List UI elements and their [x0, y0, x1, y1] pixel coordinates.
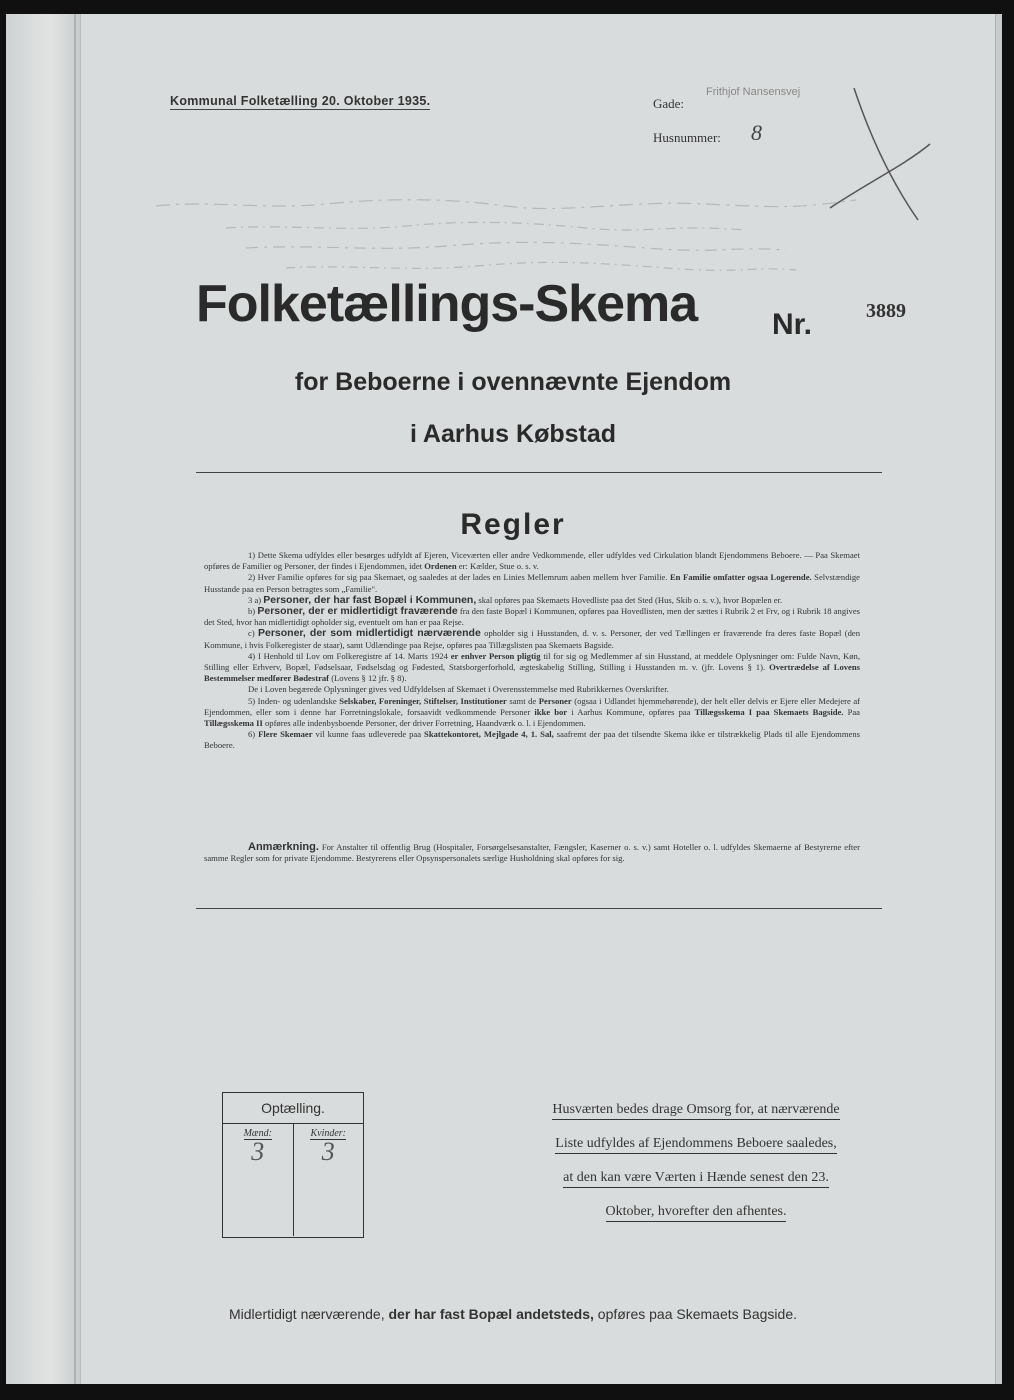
form-title: Folketællings-Skema	[196, 275, 698, 333]
divider-top	[196, 472, 882, 473]
note-line-4: Oktober, hvorefter den afhentes.	[606, 1204, 787, 1222]
optaelling-box	[222, 1092, 364, 1238]
page-edge	[995, 14, 1002, 1384]
rule-3a: 3 a) Personer, der har fast Bopæl i Kommunen, skal opføres paa Skemaets Hovedliste paa det Sted (Hus, Skib o. s. v.), hvor Bopælen er.	[248, 593, 783, 606]
kvinder-label: Kvinder:	[310, 1128, 347, 1139]
census-header: Kommunal Folketælling 20. Oktober 1935.	[170, 94, 431, 108]
footer-note: Midlertidigt nærværende, der har fast Bopæl andetsteds, opføres paa Skemaets Bagside.	[228, 1306, 797, 1322]
husnummer-value: 8	[751, 120, 762, 145]
note-line-3: at den kan være Værten i Hænde senest den 23.	[563, 1170, 829, 1188]
husnummer-label: Husnummer:	[653, 130, 721, 145]
rule-2: 2) Hver Familie opføres for sig paa Skemaet, og saaledes at der lades en Linies Mellemrum aaben mellem hver Familie. En Familie omfatter ogsaa Logerende. Selvstændige Husstande paa en Person betragtes som „Familie".	[204, 572, 860, 594]
rule-4-note: De i Loven begærede Oplysninger gives ved Udfyldelsen af Skemaet i Overensstemmelse med Rubrikkernes Overskrifter.	[248, 684, 669, 695]
husvaert-note	[526, 1096, 866, 1232]
optaelling-title: Optælling.	[223, 1093, 363, 1124]
anmaerkning-label: Anmærkning.	[248, 841, 319, 853]
maend-value: 3	[251, 1137, 265, 1166]
rules-text	[204, 550, 860, 752]
kvinder-column	[293, 1124, 364, 1236]
rule-3b: b) Personer, der er midlertidigt fraværende fra den faste Bopæl i Kommunen, opføres paa Hovedlisten, men der sættes i Rubrik 2 et Frv, og i Rubrik 18 angives det Sted, hvor han midlertidigt opholder sig, eventuelt om han er paa Rejse.	[204, 605, 860, 628]
form-subtitle: for Beboerne i ovennævnte Ejendom	[294, 368, 732, 396]
form-nr-label: Nr.	[772, 308, 813, 341]
note-line-1: Husværten bedes drage Omsorg for, at nærværende	[552, 1102, 839, 1120]
rule-6: 6) Flere Skemaer vil kunne faas udleverede paa Skattekontoret, Mejlgade 4, 1. Sal, saafremt der paa det tilsendte Skema ikke er tilstrækkelig Plads til alle Ejendommens Beboere.	[204, 729, 861, 751]
divider-bottom	[196, 908, 882, 909]
anmaerkning	[204, 842, 860, 864]
census-form-page	[6, 14, 1002, 1384]
gade-label: Gade:	[653, 96, 685, 111]
rule-5: 5) Inden- og udenlandske Selskaber, Foreninger, Stiftelser, Institutioner samt de Personer (ogsaa i Udlandet hjemmehørende), der helt eller delvis er Ejere eller Medejere af Ejendommen, eller som i denne har Forretningslokale, forsaavidt vedkommende Personer ikke bor i Aarhus Kommune, opføres paa Tillægsskema I paa Skemaets Bagside. Paa Tillægsskema II opføres alle indenbysboende Personer, der driver Forretning, Haandværk o. l. i Ejendommen.	[204, 695, 861, 729]
maend-column	[223, 1124, 293, 1236]
maend-label: Mænd:	[243, 1128, 272, 1139]
note-line-2: Liste udfyldes af Ejendommens Beboere saaledes,	[555, 1136, 836, 1154]
form-city: i Aarhus Købstad	[409, 420, 617, 448]
form-number: 3889	[866, 300, 906, 322]
regler-heading: Regler	[460, 508, 566, 541]
binding-strip	[6, 14, 81, 1384]
rule-3c: c) Personer, der som midlertidigt nærværende opholder sig i Husstanden, d. v. s. Personer, der ved Tællingen er fraværende fra deres faste Bopæl (den Kommune, i hvis Folkeregister de staar), samt Udlændinge paa Rejse, opføres paa Tillægslisten paa Skemaets Bagside.	[204, 627, 861, 650]
faded-handwriting	[146, 186, 866, 276]
rule-1: 1) Dette Skema udfyldes eller besørges udfyldt af Ejeren, Viceværten eller andre Vedkommende, eller udfyldes ved Cirkulation blandt Ejendommens Beboere. — Paa Skemaet opføres de Familier og Personer, der findes i Ejendommen, idet Ordenen er: Kælder, Stue o. s. v.	[204, 550, 860, 572]
kvinder-value: 3	[321, 1137, 335, 1166]
rule-4: 4) I Henhold til Lov om Folkeregistre af 14. Marts 1924 er enhver Person pligtig til for sig og Medlemmer af sin Husstand, at meddele Oplysninger om: Fulde Navn, Køn, Stilling eller Erhverv, Bopæl, Fødselsaar, Fødselsdag og Fødested, Statsborgerforhold, ægteskabelig Stilling, Stilling i Husstanden m. v. (jfr. Lovens § 1). Overtrædelse af Lovens Bestemmelser medfører Bødestraf (Lovens § 12 jfr. § 8).	[204, 650, 860, 684]
anmaerkning-text: For Anstalter til offentlig Brug (Hospitaler, Forsørgelsesanstalter, Fængsler, Kaserner o. s. v.) samt Hoteller o. l. udfyldes Skemaerne af Bestyrerne efter samme Regler som for private Ejendomme. Bestyrerens eller Opsynspersonalets særlige Husholdning skal opføres for sig.	[204, 842, 860, 864]
gade-value: Frithjof Nansensvej	[706, 86, 801, 98]
